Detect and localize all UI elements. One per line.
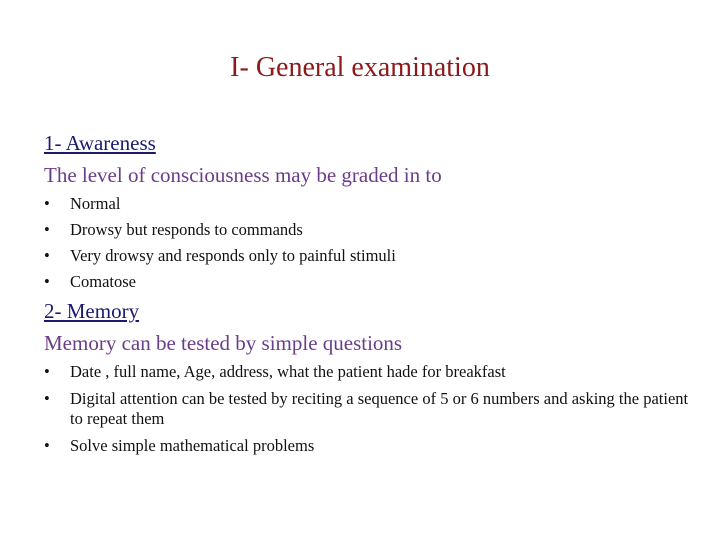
list-item: • Very drowsy and responds only to painful stimuli (44, 246, 396, 265)
section-heading-awareness: 1- Awareness (44, 131, 156, 155)
list-item: • Date , full name, Age, address, what the patient hade for breakfast (44, 362, 506, 381)
bullet-icon: • (44, 389, 50, 408)
memory-bullet-list (44, 362, 694, 463)
section-intro-awareness: The level of consciousness may be graded in to (44, 163, 442, 187)
list-item: • Normal (44, 194, 121, 213)
bullet-icon: • (44, 362, 50, 381)
section-heading-memory: 2- Memory (44, 299, 140, 323)
bullet-icon: • (44, 272, 50, 291)
section-intro-memory: Memory can be tested by simple questions (44, 331, 403, 355)
list-item: • Solve simple mathematical problems (44, 436, 315, 455)
list-item: • Digital attention can be tested by reciting a sequence of 5 or 6 numbers and asking the patient to repeat them (44, 389, 689, 428)
bullet-icon: • (44, 436, 50, 455)
slide-title: I- General examination (230, 52, 490, 83)
bullet-icon: • (44, 220, 50, 239)
bullet-icon: • (44, 194, 50, 213)
bullet-icon: • (44, 246, 50, 265)
list-item: • Drowsy but responds to commands (44, 220, 303, 239)
awareness-bullet-list (44, 194, 396, 298)
list-item: • Comatose (44, 272, 136, 291)
